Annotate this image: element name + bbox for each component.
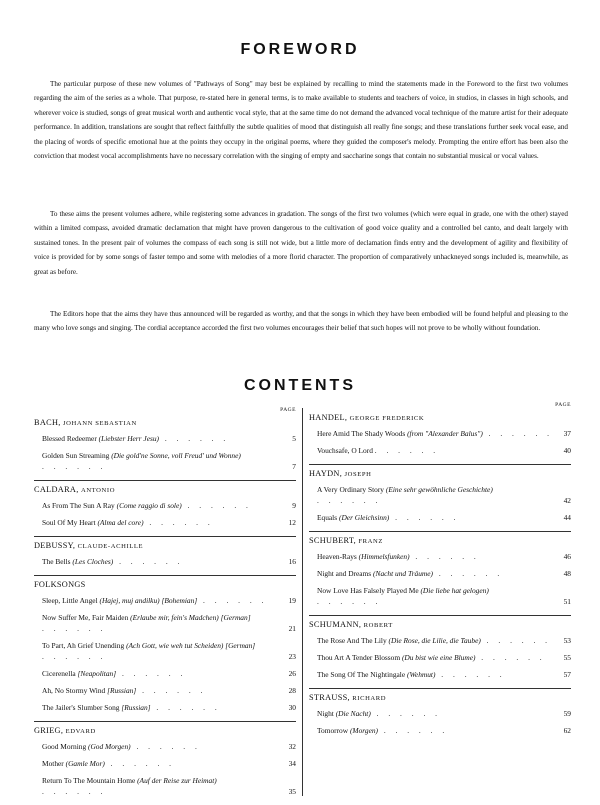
song-entry[interactable]	[34, 595, 296, 606]
song-entry[interactable]	[34, 685, 296, 696]
song-entry[interactable]	[34, 556, 296, 567]
composer-section	[34, 578, 296, 713]
section-divider	[309, 464, 571, 465]
song-title: As From The Sun A Ray	[42, 501, 115, 510]
page-number: 62	[563, 726, 571, 735]
song-title: Now Suffer Me, Fair Maiden	[42, 613, 129, 622]
song-title: Return To The Mountain Home	[42, 776, 136, 785]
foreword-paragraph: The particular purpose of these new volumes of "Pathways of Song" may best be explained by recalling to mind the statements made in the Foreword to the first two volumes regarding the aim of the series as a whole. That purpose, re-stated here in general terms, is to make available to students and teachers of voice, in studios, in classes in high schools, and wherever voice is studied, songs of great musical worth and authentic vocal style, that at the same time do not demand the advanced vocal technique of the mature artist for their adequate performance. In addition, translations are sought that reflect faithfully the subtle qualities of mood that distinguish all really fine songs; and these translations further seek vocal ease, and the placing of words of specific emotional hue at the points they occupy in the original poems, where they guided the composer's melody. Prompting the entire effort has been also the conviction that modest vocal accomplishments have no necessary correlation with the singing of empty and saccharine songs that contain no substantial musical or vocal values.	[34, 80, 568, 161]
page-number: 23	[288, 652, 296, 661]
dot-leader: . . . . . .	[374, 446, 440, 455]
song-title: Mother	[42, 759, 64, 768]
page-number: 46	[563, 552, 571, 561]
song-original-title: (Gamle Mor)	[65, 759, 105, 768]
dot-leader: . . . . . .	[480, 636, 551, 645]
song-title: Night	[317, 709, 334, 718]
song-title: Good Morning	[42, 742, 87, 751]
song-title: Tomorrow	[317, 726, 349, 735]
song-title: The Jailer's Slumber Song	[42, 703, 120, 712]
dot-leader: . . . . . .	[482, 429, 553, 438]
composer-section	[309, 691, 571, 736]
song-entry[interactable]	[34, 702, 296, 713]
composer-section	[309, 467, 571, 523]
dot-leader: . . . . . .	[475, 653, 546, 662]
dot-leader: . . . . . .	[42, 652, 107, 661]
song-original-title: (Die Rose, die Lilie, die Taube)	[388, 636, 481, 645]
dot-leader: . . . . . .	[104, 759, 175, 768]
dot-leader: . . . . . .	[130, 742, 201, 751]
composer-list	[309, 411, 571, 736]
dot-leader: . . . . . .	[317, 597, 382, 606]
song-original-title: (God Morgen)	[88, 742, 131, 751]
song-entry[interactable]	[309, 725, 571, 736]
song-original-title: (from "Alexander Balus")	[407, 429, 483, 438]
page-column-header: PAGE	[555, 402, 571, 408]
composer-name	[34, 578, 296, 589]
song-entry[interactable]	[34, 612, 296, 634]
song-entry[interactable]	[309, 585, 571, 607]
page-column-header: PAGE	[280, 407, 296, 413]
page-number: 59	[563, 709, 571, 718]
composer-name	[309, 691, 571, 702]
column-divider	[302, 408, 303, 796]
composer-section	[34, 483, 296, 528]
composer-given-name: JOHANN SEBASTIAN	[63, 420, 137, 427]
song-title: Equals	[317, 513, 338, 522]
composer-name	[34, 724, 296, 735]
section-divider	[34, 721, 296, 722]
song-entry[interactable]	[309, 512, 571, 523]
composer-name	[34, 416, 296, 427]
composer-surname: BACH,	[34, 418, 61, 427]
page-number: 21	[288, 624, 296, 633]
song-original-title: (Les Cloches)	[72, 557, 114, 566]
dot-leader: . . . . . .	[409, 552, 480, 561]
dot-leader: . . . . . .	[378, 726, 449, 735]
section-divider	[34, 536, 296, 537]
song-title: Ah, No Stormy Wind	[42, 686, 106, 695]
page-number: 48	[563, 569, 571, 578]
song-entry[interactable]	[309, 652, 571, 663]
composer-surname: FOLKSONGS	[34, 580, 86, 589]
page-number: 34	[288, 759, 296, 768]
song-original-title: (Du bist wie eine Blume)	[401, 653, 476, 662]
song-original-title: [Russian]	[121, 703, 151, 712]
song-original-title: (Ach Gott, wie weh tut Scheiden) [German]	[126, 641, 256, 650]
song-original-title: [Neapolitan]	[77, 669, 117, 678]
song-original-title: (Eine sehr gewöhnliche Geschichte)	[385, 485, 493, 494]
composer-given-name: ANTONIO	[80, 487, 116, 494]
composer-section	[34, 416, 296, 472]
section-divider	[34, 575, 296, 576]
song-original-title: (Die gold'ne Sonne, voll Freud' und Wonne)	[111, 451, 241, 460]
page-number: 32	[288, 742, 296, 751]
page-number: 51	[563, 597, 571, 606]
section-divider	[309, 615, 571, 616]
song-original-title: (Erlaube mir, fein's Madchen) [German]	[130, 613, 251, 622]
composer-name	[309, 411, 571, 422]
song-title: To Part, Ah Grief Unending	[42, 641, 125, 650]
page-number: 16	[288, 557, 296, 566]
song-entry[interactable]	[34, 433, 296, 444]
dot-leader: . . . . . .	[433, 569, 504, 578]
dot-leader: . . . . . .	[136, 686, 207, 695]
composer-list	[34, 416, 296, 797]
song-original-title: (Himmelsfunken)	[358, 552, 410, 561]
song-entry[interactable]	[34, 450, 296, 472]
song-original-title: (Auf der Reise zur Heimat)	[137, 776, 217, 785]
page-number: 7	[292, 462, 296, 471]
song-entry[interactable]	[34, 500, 296, 511]
composer-section	[309, 618, 571, 680]
composer-name	[309, 534, 571, 545]
page-number: 30	[288, 703, 296, 712]
section-divider	[309, 688, 571, 689]
song-original-title: (Nacht und Träume)	[373, 569, 433, 578]
page-number: 57	[563, 670, 571, 679]
song-title: Now Love Has Falsely Played Me	[317, 586, 419, 595]
page-number: 44	[563, 513, 571, 522]
song-entry[interactable]	[309, 635, 571, 646]
page-number: 26	[288, 669, 296, 678]
composer-given-name: JOSEPH	[344, 471, 372, 478]
song-original-title: (Wehmut)	[406, 670, 436, 679]
song-entry[interactable]	[309, 445, 571, 456]
foreword-paragraph: The Editors hope that the aims they have thus announced will be regarded as worthy, and that the songs in which they have been embodied will be found helpful and pleasing to the many who love songs and singing. The cordial acceptance accorded the first two volumes encourages their belief that such hopes will not prove to be wholly without foundation.	[34, 310, 568, 333]
dot-leader: . . . . . .	[42, 624, 107, 633]
composer-section	[34, 724, 296, 797]
composer-surname: DEBUSSY,	[34, 541, 76, 550]
page-number: 19	[288, 596, 296, 605]
song-original-title: (Die Nacht)	[335, 709, 371, 718]
page-number: 55	[563, 653, 571, 662]
composer-surname: CALDARA,	[34, 485, 79, 494]
composer-given-name: ROBERT	[363, 622, 393, 629]
page-number: 53	[563, 636, 571, 645]
composer-given-name: FRANZ	[358, 538, 383, 545]
composer-section	[309, 411, 571, 456]
page-number: 37	[563, 429, 571, 438]
song-title: Blessed Redeemer	[42, 434, 97, 443]
song-original-title: (Alma del core)	[97, 518, 144, 527]
song-title: Sleep, Little Angel	[42, 596, 98, 605]
song-original-title: (Hajej, muj andilku) [Bohemian]	[99, 596, 198, 605]
dot-leader: . . . . . .	[143, 518, 214, 527]
song-title: The Bells	[42, 557, 71, 566]
section-divider	[34, 480, 296, 481]
song-entry[interactable]	[34, 758, 296, 769]
dot-leader: . . . . . .	[150, 703, 221, 712]
composer-given-name: CLAUDE-ACHILLE	[77, 543, 144, 550]
song-entry[interactable]	[309, 484, 571, 506]
composer-surname: GRIEG,	[34, 726, 64, 735]
song-title: Here Amid The Shady Woods	[317, 429, 406, 438]
dot-leader: . . . . . .	[181, 501, 252, 510]
composer-given-name: RICHARD	[352, 695, 387, 702]
foreword-paragraph: To these aims the present volumes adhere, while registering some advances in gradation. The songs of the first two volumes (which were equal in grade, one with the other) stayed within a limited compass, avoided dramatic declamation that might have proven dangerous to the cultivation of good voice quality and a controlled bel canto, and dealt largely with sustained tones. In the present pair of volumes the compass of each song is still not wide, but a little more of declamation finds entry and the development of agility and flexibility of voice is provided for by some songs of faster tempo and some with melodies of a more florid character. The proportion of comparatively unhackneyed songs included is, meanwhile, as great as before.	[34, 210, 568, 276]
song-title: Night and Dreams	[317, 569, 372, 578]
composer-section	[34, 539, 296, 567]
composer-surname: SCHUBERT,	[309, 536, 356, 545]
song-entry[interactable]	[34, 741, 296, 752]
contents-column-right	[309, 402, 571, 744]
composer-surname: SCHUMANN,	[309, 620, 362, 629]
song-title: The Rose And The Lily	[317, 636, 387, 645]
page-number: 35	[288, 787, 296, 796]
song-entry[interactable]	[309, 568, 571, 579]
composer-given-name: EDVARD	[65, 728, 96, 735]
page-number: 42	[563, 496, 571, 505]
song-title: Cicerenella	[42, 669, 76, 678]
page-number: 5	[292, 434, 296, 443]
composer-name	[34, 483, 296, 494]
composer-name	[34, 539, 296, 550]
song-entry[interactable]	[309, 551, 571, 562]
song-entry[interactable]	[309, 428, 571, 439]
dot-leader: . . . . . .	[42, 787, 107, 796]
song-title: Vouchsafe, O Lord	[317, 446, 373, 455]
song-original-title: (Die liebe hat gelogen)	[420, 586, 489, 595]
page-number: 12	[288, 518, 296, 527]
page-number: 40	[563, 446, 571, 455]
song-entry[interactable]	[309, 669, 571, 680]
dot-leader: . . . . . .	[435, 670, 506, 679]
song-entry[interactable]	[34, 517, 296, 528]
section-divider	[309, 531, 571, 532]
composer-section	[309, 534, 571, 607]
dot-leader: . . . . . .	[389, 513, 460, 522]
dot-leader: . . . . . .	[197, 596, 268, 605]
page-number: 28	[288, 686, 296, 695]
composer-surname: STRAUSS,	[309, 693, 350, 702]
contents-column-left	[34, 407, 296, 805]
dot-leader: . . . . . .	[113, 557, 184, 566]
song-title: Soul Of My Heart	[42, 518, 96, 527]
song-entry[interactable]	[34, 668, 296, 679]
song-title: A Very Ordinary Story	[317, 485, 384, 494]
song-original-title: (Morgen)	[349, 726, 378, 735]
page-number: 9	[292, 501, 296, 510]
composer-surname: HAYDN,	[309, 469, 343, 478]
composer-name	[309, 618, 571, 629]
song-title: The Song Of The Nightingale	[317, 670, 406, 679]
dot-leader: . . . . . .	[159, 434, 230, 443]
composer-surname: HANDEL,	[309, 413, 348, 422]
song-entry[interactable]	[34, 775, 296, 797]
foreword-title: FOREWORD	[240, 41, 360, 58]
song-title: Heaven-Rays	[317, 552, 357, 561]
dot-leader: . . . . . .	[370, 709, 441, 718]
dot-leader: . . . . . .	[42, 462, 107, 471]
song-original-title: (Der Gleichsinn)	[338, 513, 390, 522]
song-original-title: (Come raggio di sole)	[116, 501, 182, 510]
dot-leader: . . . . . .	[116, 669, 187, 678]
song-original-title: [Russian]	[107, 686, 137, 695]
song-title: Golden Sun Streaming	[42, 451, 110, 460]
song-entry[interactable]	[309, 708, 571, 719]
song-title: Thou Art A Tender Blossom	[317, 653, 401, 662]
composer-given-name: GEORGE FREDERICK	[349, 415, 425, 422]
song-entry[interactable]	[34, 640, 296, 662]
song-original-title: (Liebster Herr Jesu)	[98, 434, 160, 443]
contents-title: CONTENTS	[244, 377, 356, 394]
composer-name	[309, 467, 571, 478]
dot-leader: . . . . . .	[317, 496, 382, 505]
